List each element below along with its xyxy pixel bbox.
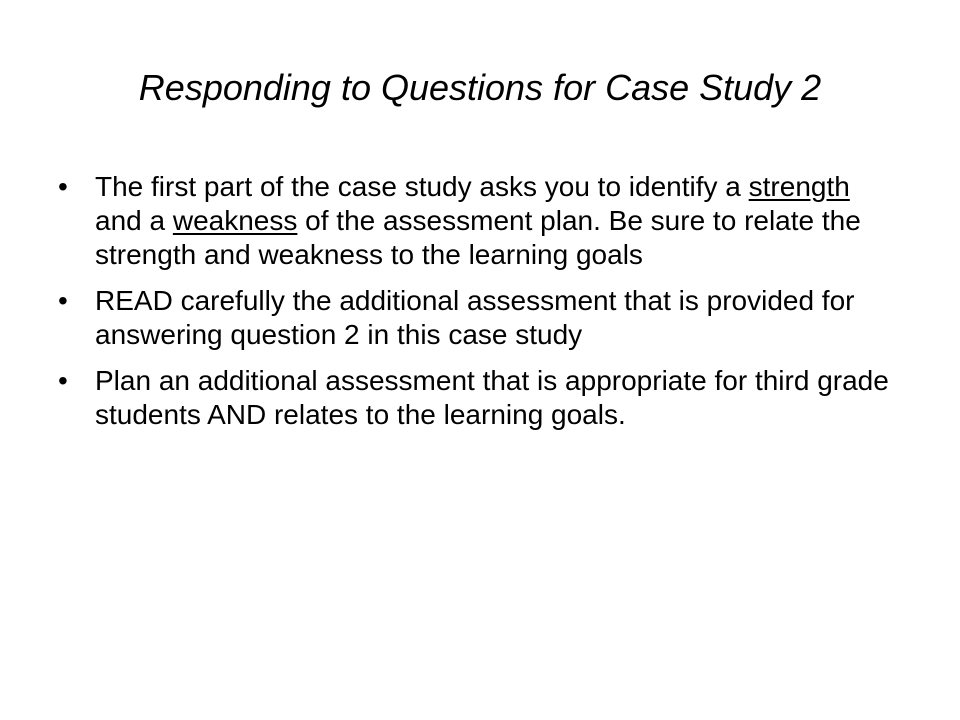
bullet-marker: •: [58, 365, 68, 396]
bullet-text: and a: [95, 205, 173, 236]
slide-title: Responding to Questions for Case Study 2: [138, 67, 822, 108]
bullet-list: [58, 170, 898, 444]
bullet-text: The first part of the case study asks you to identify a: [95, 171, 749, 202]
bullet-marker: •: [58, 171, 68, 202]
underlined-term-weakness: weakness: [172, 205, 298, 236]
bullet-item-3: [58, 364, 898, 432]
bullet-item-1: [58, 170, 898, 272]
bullet-item-2: [58, 284, 898, 352]
bullet-text: of the assessment plan. Be sure to relate the strength and weakness to the learning goals: [95, 205, 861, 270]
bullet-text: Plan an additional assessment that is appropriate for third grade students AND relates to the learning goals.: [95, 365, 889, 430]
bullet-marker: •: [58, 285, 68, 316]
bullet-text: READ carefully the additional assessment that is provided for answering question 2 in this case study: [95, 285, 855, 350]
underlined-term-strength: strength: [748, 171, 850, 202]
